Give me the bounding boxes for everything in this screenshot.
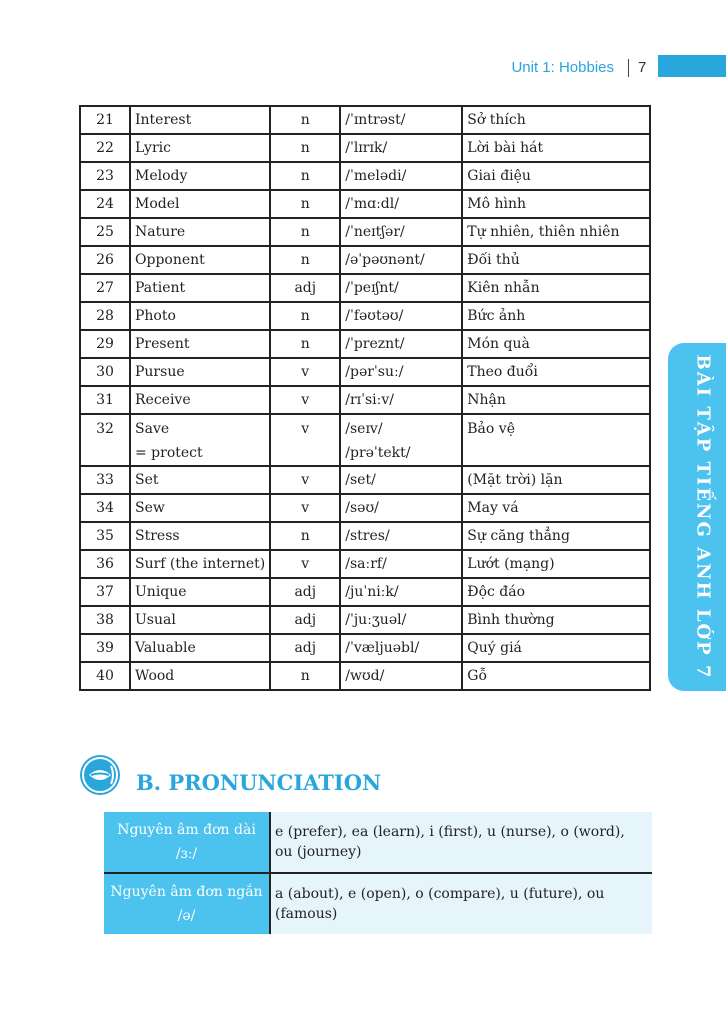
vocab-ipa: [340, 578, 462, 606]
vocab-number-text: 40: [96, 667, 114, 684]
vocab-word-text: Pursue: [135, 363, 185, 380]
vocab-meaning-text: Sở thích: [467, 111, 526, 128]
vocab-ipa: [340, 550, 462, 578]
pronunciation-desc-line: e (prefer), ea (learn), i (first), u (nurse), o (word),: [275, 824, 625, 840]
vocab-number-text: 31: [96, 391, 114, 408]
vocab-part-of-speech-text: n: [300, 307, 310, 324]
vocab-part-of-speech: [270, 662, 340, 690]
vocab-meaning-text: Quý giá: [467, 639, 522, 656]
pronunciation-desc-line: ou (journey): [275, 844, 362, 860]
vocab-part-of-speech-text: v: [301, 391, 310, 408]
vocab-number: [80, 466, 130, 494]
vocab-ipa-text: /wʊd/: [345, 667, 385, 684]
vocab-part-of-speech: [270, 190, 340, 218]
vocab-meaning: [462, 466, 650, 494]
vocab-part-of-speech-text: adj: [294, 639, 317, 656]
vocab-part-of-speech: [270, 274, 340, 302]
vocab-part-of-speech-text: n: [300, 335, 310, 352]
vocab-ipa-text: /juˈniːk/: [345, 583, 399, 600]
vocab-row: [80, 106, 650, 134]
pronunciation-label: [104, 812, 270, 873]
vocab-ipa-text: /ˈmɑːdl/: [345, 195, 399, 212]
vocab-meaning: [462, 550, 650, 578]
vocab-word-text: Nature: [135, 223, 186, 240]
vocab-number: [80, 414, 130, 466]
vocab-number: [80, 218, 130, 246]
vocab-row: [80, 134, 650, 162]
vocab-ipa-text: /ˈlɪrɪk/: [345, 139, 388, 156]
vocab-row: [80, 494, 650, 522]
vocab-word-text: Present: [135, 335, 190, 352]
vocab-word-text: = protect: [135, 445, 203, 461]
vocab-ipa-text: /ˈpeɪʃnt/: [345, 279, 399, 296]
vocab-word-text: Interest: [135, 111, 192, 128]
vocab-ipa: [340, 190, 462, 218]
vocab-row: [80, 662, 650, 690]
vocab-meaning-text: (Mặt trời) lặn: [467, 471, 563, 488]
vocab-row: [80, 218, 650, 246]
vocab-number-text: 22: [96, 139, 114, 156]
vocab-number: [80, 302, 130, 330]
vocab-word-text: Model: [135, 195, 180, 212]
vocab-meaning-text: Tự nhiên, thiên nhiên: [467, 223, 620, 240]
vocab-number-text: 32: [96, 421, 114, 437]
vocab-ipa: [340, 106, 462, 134]
vocab-meaning-text: Lướt (mạng): [467, 555, 555, 572]
vocab-meaning: [462, 494, 650, 522]
vocab-meaning: [462, 246, 650, 274]
header-accent-bar: [658, 55, 726, 77]
header-divider: [628, 59, 629, 77]
vocab-row: [80, 274, 650, 302]
vocab-part-of-speech: [270, 330, 340, 358]
vocab-row: [80, 634, 650, 662]
vocab-meaning-text: Gỗ: [467, 667, 488, 684]
vocab-number: [80, 246, 130, 274]
vocab-meaning-text: Giai điệu: [467, 167, 531, 184]
vocab-row: [80, 386, 650, 414]
pronunciation-desc-line: a (about), e (open), o (compare), u (future), ou (famous): [275, 886, 605, 922]
vocab-word: [130, 386, 270, 414]
vocab-meaning: [462, 634, 650, 662]
vocab-part-of-speech: [270, 466, 340, 494]
vocab-ipa-text: /ˈneɪtʃər/: [345, 223, 405, 240]
vocab-number-text: 37: [96, 583, 114, 600]
vocab-word: [130, 246, 270, 274]
vocab-row: [80, 466, 650, 494]
vocab-word: [130, 414, 270, 466]
vocab-part-of-speech: [270, 302, 340, 330]
vocab-part-of-speech: [270, 106, 340, 134]
vocab-part-of-speech-text: v: [301, 471, 310, 488]
vocabulary-table: [79, 105, 651, 691]
vocab-ipa-text: /əˈpəʊnənt/: [345, 251, 425, 268]
vocab-meaning-text: Bức ảnh: [467, 307, 526, 324]
vocab-word-text: Unique: [135, 583, 187, 600]
vocab-word-text: Receive: [135, 391, 191, 408]
vocab-row: [80, 414, 650, 466]
vocab-word-text: Sew: [135, 499, 165, 516]
vocabulary-table-body: [80, 106, 650, 690]
vocab-row: [80, 302, 650, 330]
vocab-ipa: [340, 634, 462, 662]
vocab-word: [130, 134, 270, 162]
side-tab-label: BÀI TẬP TIẾNG ANH LỚP 7: [692, 354, 714, 680]
vocab-meaning: [462, 386, 650, 414]
vocab-part-of-speech: [270, 634, 340, 662]
vocab-ipa: [340, 494, 462, 522]
vocab-ipa: [340, 386, 462, 414]
pronunciation-description: [270, 812, 652, 873]
vocab-word: [130, 330, 270, 358]
vocab-word: [130, 190, 270, 218]
vocab-meaning: [462, 358, 650, 386]
vocab-part-of-speech-text: n: [300, 667, 310, 684]
vocab-part-of-speech-text: v: [301, 555, 310, 572]
vocab-word: [130, 606, 270, 634]
vocab-number: [80, 386, 130, 414]
vocab-number-text: 29: [96, 335, 114, 352]
vocab-ipa: [340, 662, 462, 690]
vocab-row: [80, 162, 650, 190]
vocab-meaning-text: Bình thường: [467, 611, 555, 628]
vocab-number-text: 23: [96, 167, 114, 184]
vocab-meaning: [462, 190, 650, 218]
vocab-ipa-text: /ˈvæljuəbl/: [345, 639, 420, 656]
vocab-part-of-speech: [270, 386, 340, 414]
vocab-row: [80, 330, 650, 358]
pronunciation-table: [104, 812, 652, 934]
vocab-ipa: [340, 218, 462, 246]
vocab-part-of-speech: [270, 246, 340, 274]
vocab-number: [80, 274, 130, 302]
vocab-number: [80, 106, 130, 134]
vocab-ipa: [340, 246, 462, 274]
vocab-part-of-speech-text: n: [300, 167, 310, 184]
vocab-meaning-text: Nhận: [467, 391, 506, 408]
vocab-part-of-speech-text: v: [301, 363, 310, 380]
vocab-ipa-text: /prəˈtekt/: [345, 445, 411, 461]
vocab-number-text: 33: [96, 471, 114, 488]
vocab-number: [80, 662, 130, 690]
vocab-meaning-text: Món quà: [467, 335, 530, 352]
vocab-word: [130, 358, 270, 386]
vocab-meaning: [462, 606, 650, 634]
vocab-part-of-speech-text: v: [301, 499, 310, 516]
pronunciation-title: B. PRONUNCIATION: [136, 770, 382, 795]
vocab-row: [80, 550, 650, 578]
side-tab: [668, 343, 726, 691]
page-header: [0, 55, 726, 81]
vocab-word-text: Set: [135, 471, 159, 488]
vocab-ipa-text: /ˈɪntrəst/: [345, 111, 406, 128]
vocab-word: [130, 274, 270, 302]
vocab-part-of-speech-text: n: [300, 195, 310, 212]
vocab-part-of-speech: [270, 134, 340, 162]
vocab-meaning: [462, 330, 650, 358]
pronunciation-row: [104, 812, 652, 873]
vocab-part-of-speech-text: adj: [294, 583, 317, 600]
vocab-meaning-text: Sự căng thẳng: [467, 527, 570, 544]
vocab-word-text: Lyric: [135, 139, 171, 156]
pronunciation-label-symbol: /ɜː/: [175, 846, 198, 862]
vocab-number-text: 34: [96, 499, 114, 516]
vocab-ipa: [340, 134, 462, 162]
vocab-number: [80, 358, 130, 386]
vocab-word: [130, 162, 270, 190]
vocab-part-of-speech-text: n: [300, 527, 310, 544]
vocab-meaning-text: Bảo vệ: [467, 421, 515, 437]
vocab-meaning: [462, 302, 650, 330]
vocab-number-text: 35: [96, 527, 114, 544]
vocab-part-of-speech-text: adj: [294, 279, 317, 296]
vocab-part-of-speech-text: n: [300, 139, 310, 156]
vocab-ipa-text: /ˈpreznt/: [345, 335, 405, 352]
vocab-row: [80, 522, 650, 550]
vocab-word: [130, 466, 270, 494]
vocab-ipa-text: /saːrf/: [345, 555, 387, 572]
vocab-number-text: 39: [96, 639, 114, 656]
vocab-number: [80, 134, 130, 162]
vocab-number: [80, 578, 130, 606]
vocab-ipa: [340, 358, 462, 386]
vocab-meaning: [462, 106, 650, 134]
vocab-meaning-text: Đối thủ: [467, 251, 520, 268]
vocab-number: [80, 330, 130, 358]
vocab-word: [130, 494, 270, 522]
vocab-part-of-speech-text: n: [300, 111, 310, 128]
vocab-number-text: 21: [96, 111, 114, 128]
vocab-number: [80, 634, 130, 662]
vocab-number: [80, 522, 130, 550]
vocab-part-of-speech: [270, 550, 340, 578]
vocab-ipa-text: /seɪv/: [345, 421, 383, 437]
speaking-lips-icon: [80, 755, 120, 795]
pronunciation-label-symbol: /ə/: [177, 908, 196, 924]
vocab-meaning-text: May vá: [467, 499, 519, 516]
vocab-meaning-text: Theo đuổi: [467, 363, 538, 380]
vocab-part-of-speech: [270, 358, 340, 386]
pronunciation-label-name: Nguyên âm đơn dài: [117, 822, 256, 838]
vocab-word-text: Melody: [135, 167, 188, 184]
vocab-word: [130, 106, 270, 134]
vocab-number-text: 30: [96, 363, 114, 380]
vocab-ipa-text: /set/: [345, 471, 376, 488]
vocab-part-of-speech-text: n: [300, 223, 310, 240]
vocab-number-text: 25: [96, 223, 114, 240]
vocab-meaning-text: Mô hình: [467, 195, 527, 212]
vocab-word: [130, 522, 270, 550]
pronunciation-label: [104, 873, 270, 934]
vocab-meaning-text: Kiên nhẫn: [467, 279, 540, 296]
vocab-ipa-text: /stres/: [345, 527, 390, 544]
vocab-meaning: [462, 662, 650, 690]
vocab-part-of-speech: [270, 162, 340, 190]
pronunciation-label-name: Nguyên âm đơn ngắn: [110, 884, 263, 900]
vocab-row: [80, 606, 650, 634]
vocab-ipa-text: /ˈjuːʒuəl/: [345, 611, 407, 628]
vocab-ipa: [340, 606, 462, 634]
vocab-word: [130, 218, 270, 246]
vocab-ipa: [340, 466, 462, 494]
vocab-ipa-text: /pərˈsuː/: [345, 363, 404, 380]
vocab-word-text: Opponent: [135, 251, 205, 268]
vocab-meaning: [462, 218, 650, 246]
vocab-word: [130, 578, 270, 606]
vocab-word: [130, 550, 270, 578]
vocab-ipa-text: /rɪˈsiːv/: [345, 391, 395, 408]
unit-title: Unit 1: Hobbies: [511, 59, 614, 76]
vocab-ipa-text: /ˈfəʊtəʊ/: [345, 307, 404, 324]
vocab-word-text: Surf (the internet): [135, 555, 266, 572]
vocab-row: [80, 578, 650, 606]
vocab-meaning: [462, 162, 650, 190]
vocab-ipa-text: /səʊ/: [345, 499, 379, 516]
vocab-number: [80, 190, 130, 218]
vocab-meaning-text: Lời bài hát: [467, 139, 544, 156]
vocab-ipa: [340, 414, 462, 466]
vocab-ipa: [340, 274, 462, 302]
vocab-ipa: [340, 330, 462, 358]
vocab-number-text: 24: [96, 195, 114, 212]
vocab-ipa: [340, 522, 462, 550]
vocab-meaning: [462, 578, 650, 606]
vocab-number: [80, 606, 130, 634]
vocab-meaning: [462, 522, 650, 550]
vocab-word-text: Save: [135, 421, 170, 437]
vocab-number-text: 38: [96, 611, 114, 628]
vocab-meaning: [462, 414, 650, 466]
vocab-meaning: [462, 274, 650, 302]
vocab-ipa: [340, 162, 462, 190]
vocab-word-text: Wood: [135, 667, 175, 684]
vocab-word: [130, 634, 270, 662]
vocab-meaning: [462, 134, 650, 162]
vocab-part-of-speech: [270, 218, 340, 246]
vocab-part-of-speech-text: v: [301, 421, 310, 437]
vocab-number-text: 27: [96, 279, 114, 296]
pronunciation-row: [104, 873, 652, 934]
vocab-number: [80, 494, 130, 522]
vocab-part-of-speech-text: n: [300, 251, 310, 268]
vocab-word: [130, 662, 270, 690]
vocab-part-of-speech: [270, 414, 340, 466]
vocab-word-text: Photo: [135, 307, 176, 324]
vocab-number: [80, 550, 130, 578]
vocab-row: [80, 246, 650, 274]
vocab-number-text: 36: [96, 555, 114, 572]
vocab-word: [130, 302, 270, 330]
vocab-ipa: [340, 302, 462, 330]
pronunciation-description: [270, 873, 652, 934]
vocab-word-text: Usual: [135, 611, 176, 628]
vocab-word-text: Stress: [135, 527, 180, 544]
vocab-word-text: Patient: [135, 279, 186, 296]
vocab-part-of-speech: [270, 494, 340, 522]
vocab-ipa-text: /ˈmelədi/: [345, 167, 407, 184]
vocab-number: [80, 162, 130, 190]
vocab-word-text: Valuable: [135, 639, 196, 656]
vocab-part-of-speech: [270, 578, 340, 606]
vocab-part-of-speech: [270, 522, 340, 550]
vocab-part-of-speech: [270, 606, 340, 634]
vocab-number-text: 28: [96, 307, 114, 324]
vocab-row: [80, 358, 650, 386]
page-number: 7: [638, 59, 647, 76]
vocab-row: [80, 190, 650, 218]
vocab-number-text: 26: [96, 251, 114, 268]
vocab-part-of-speech-text: adj: [294, 611, 317, 628]
vocab-meaning-text: Độc đáo: [467, 583, 526, 600]
